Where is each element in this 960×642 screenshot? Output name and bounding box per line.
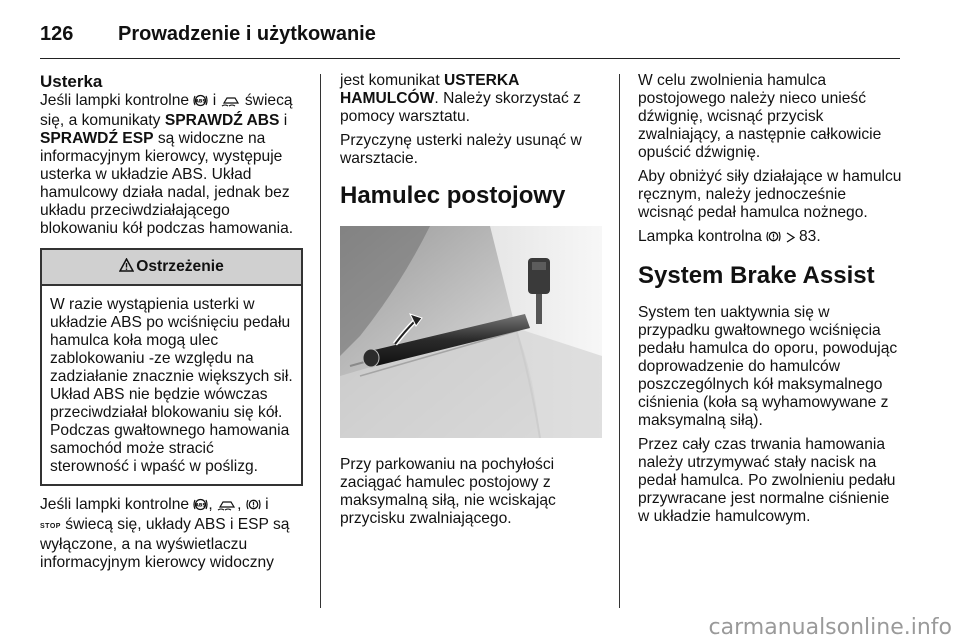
abs-warning-icon bbox=[193, 94, 208, 112]
header-rule bbox=[40, 58, 900, 59]
warning-box bbox=[40, 248, 303, 486]
paragraph-indicator-ref bbox=[638, 228, 904, 248]
watermark: carmanualsonline.info bbox=[708, 615, 952, 640]
page-number: 126 bbox=[40, 22, 74, 45]
text-run: , bbox=[208, 496, 218, 513]
page-reference-icon[interactable] bbox=[786, 230, 795, 248]
text-run: Jeśli lampki kontrolne bbox=[40, 496, 194, 513]
text-run: świecą się, układy ABS i ESP są wyłączone, a na wyświetlaczu informacyjnym kierowcy widoczny bbox=[40, 516, 290, 571]
page-header bbox=[40, 18, 376, 50]
message-check-esp: SPRAWDŹ ESP bbox=[40, 130, 154, 147]
text-run: Jeśli lampki kontrolne bbox=[40, 92, 194, 109]
svg-text:ABS: ABS bbox=[195, 99, 206, 105]
column-3 bbox=[638, 72, 904, 532]
text-run: i bbox=[279, 112, 288, 129]
stop-icon: STOP bbox=[40, 523, 61, 530]
abs-warning-icon bbox=[193, 498, 208, 516]
section-heading-brake-assist: System Brake Assist bbox=[638, 262, 875, 289]
brake-warning-icon bbox=[246, 498, 261, 516]
text-run: i bbox=[260, 496, 269, 513]
text-run: Lampka kontrolna bbox=[638, 228, 767, 245]
paragraph-abs-esp-off bbox=[40, 496, 303, 572]
paragraph-release-brake: W celu zwolnienia hamulca postojowego należy nieco unieść dźwignię, wcisnąć przycisk zwalniający, a następnie całkowicie opuścić dźwignię. bbox=[638, 72, 882, 161]
text-run: świecą się, a komunikaty bbox=[40, 92, 293, 129]
paragraph-workshop: Przyczynę usterki należy usunąć w warsztacie. bbox=[340, 132, 582, 167]
paragraph-parking-slope: Przy parkowaniu na pochyłości zaciągać hamulec postojowy z maksymalną siłą, nie wciskając przycisku zwalniającego. bbox=[340, 456, 556, 527]
paragraph-fault bbox=[40, 92, 303, 238]
warning-title: Ostrzeżenie bbox=[136, 258, 224, 275]
stability-control-icon bbox=[221, 94, 241, 112]
message-check-abs: SPRAWDŹ ABS bbox=[164, 112, 280, 129]
message-brake-fault: USTERKA HAMULCÓW bbox=[340, 72, 519, 107]
parking-brake-illustration bbox=[340, 226, 602, 438]
text-run: , bbox=[237, 496, 246, 513]
warning-header bbox=[42, 250, 301, 286]
column-2 bbox=[340, 72, 602, 534]
text-run: . Należy skorzystać z pomocy warsztatu. bbox=[340, 90, 581, 125]
brake-warning-icon bbox=[766, 230, 781, 248]
text-run: i bbox=[208, 92, 221, 109]
text-run: są widoczne na informacyjnym kierowcy, występuje usterka w układzie ABS. Układ hamulcowy działa nadal, jednak bez układu przeciwdziałającego blokowaniu kół podczas hamowania. bbox=[40, 130, 294, 237]
paragraph-brake-assist: System ten uaktywnia się w przypadku gwałtownego wciśnięcia pedału hamulca do oporu, powodując doprowadzenie do hamulców poszczególnych kół maksymalnego ciśnienia (koła są wyhamowywane z maksymalną siłą). bbox=[638, 304, 898, 429]
warning-triangle-icon bbox=[119, 258, 136, 277]
paragraph-brake-fault-message bbox=[340, 72, 602, 126]
section-heading-parking-brake: Hamulec postojowy bbox=[340, 182, 566, 209]
section-heading-usterka: Usterka bbox=[40, 72, 103, 91]
warning-text: W razie wystąpienia usterki w układzie ABS po wciśnięciu pedału hamulca koła mogą ulec zablokowaniu -ze względu na zadziałanie znacznie większych sił. Układ ABS nie będzie wówczas przeciwdziałał blokowaniu się kół. Podczas gwałtownego hamowania samochód może stracić sterowność i wpaść w poślizg. bbox=[50, 296, 293, 475]
column-divider-1 bbox=[320, 74, 321, 608]
column-1 bbox=[40, 72, 303, 578]
column-divider-2 bbox=[619, 74, 620, 608]
page-reference-link[interactable]: 83. bbox=[794, 228, 821, 245]
stability-control-icon bbox=[217, 498, 237, 516]
page-title: Prowadzenie i użytkowanie bbox=[118, 22, 376, 45]
text-run: jest komunikat bbox=[340, 72, 445, 89]
paragraph-brake-hold: Przez cały czas trwania hamowania należy utrzymywać stały nacisk na pedał hamulca. Po zwolnieniu pedału przywracane jest normalne ciśnienie w układzie hamulcowym. bbox=[638, 436, 896, 525]
paragraph-reduce-force: Aby obniżyć siły działające w hamulcu ręcznym, należy jednocześnie wcisnąć pedał hamulca nożnego. bbox=[638, 168, 902, 221]
svg-text:ABS: ABS bbox=[195, 503, 206, 509]
